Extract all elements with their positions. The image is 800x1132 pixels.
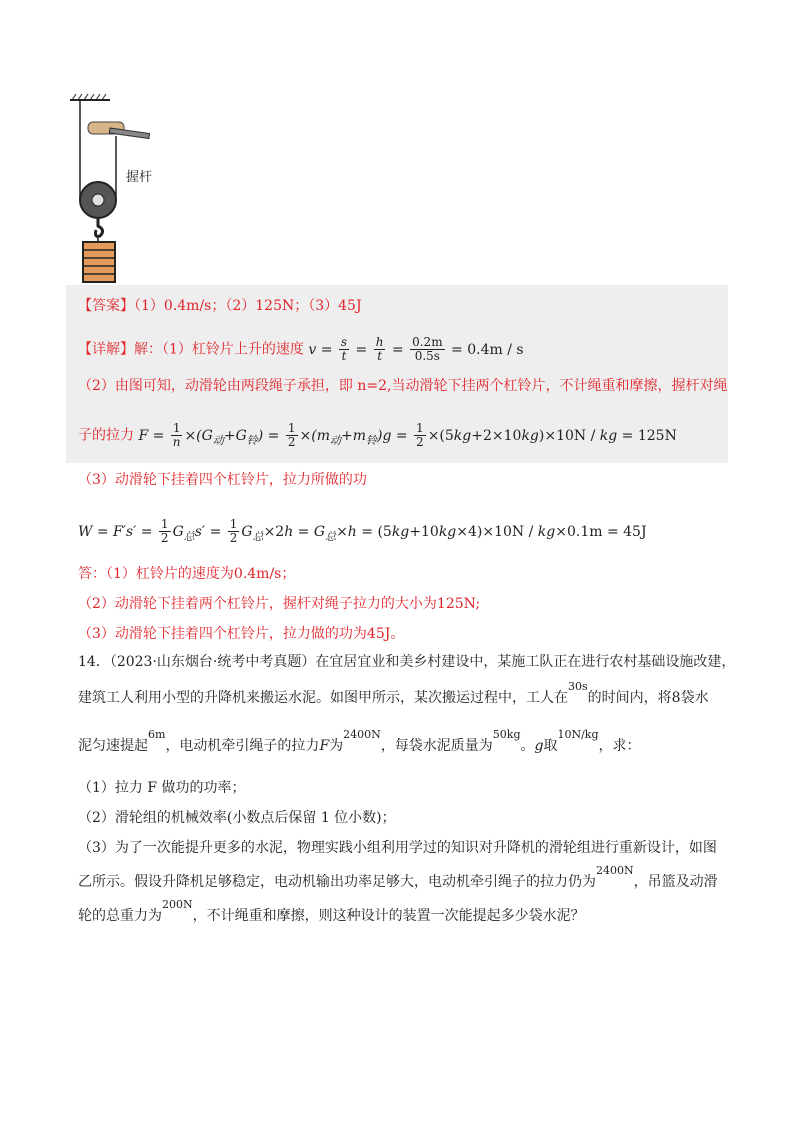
question-line-3 (78, 728, 641, 757)
sub-question-3-line-2 (78, 864, 718, 893)
q3-text-c: 为 (329, 738, 344, 754)
pull-force-value: 2400N (596, 864, 634, 877)
conclusion-2: （2）动滑轮下挂着两个杠铃片，握杆对绳子拉力的大小为125N; (78, 596, 481, 612)
detail-line-1 (78, 336, 524, 363)
q3-text-e: 。 (520, 738, 535, 754)
sub-question-3-line-3 (78, 898, 585, 927)
answer-summary: 【答案】（1）0.4m/s；（2）125N；（3）45J (78, 298, 362, 314)
detail-line-2: （2）由图可知，动滑轮由两段绳子承担，即 n=2,当动滑轮下挂两个杠铃片，不计绳重和摩擦，握杆对绳 (78, 378, 728, 394)
question-line-1: 14．（2023·山东烟台·统考中考真题）在宜居宜业和美乡村建设中，某施工队正在进行农村基础设施改建， (78, 654, 736, 670)
question-line-2 (78, 680, 709, 709)
q3-text-a: 泥匀速提起 (78, 738, 148, 754)
q3-text-b: ，电动机牵引绳子的拉力 (165, 738, 320, 754)
sub3-l2-text-a: 乙所示。假设升降机足够稳定，电动机输出功率足够大，电动机牵引绳子的拉力仍为 (78, 874, 596, 890)
force-formula: F = $\frac{1}{n}$ $\times(G_动+G_铃)$ = $\frac{1}{2}$ $\times(m_动+m_铃)g$ = $\frac{1}{2}$ ×(5kg+2×10kg)×10N / kg = 125N (138, 421, 677, 449)
q3-text-end: ，求： (598, 738, 641, 754)
sub-question-2: （2）滑轮组的机械效率(小数点后保留 1 位小数)； (78, 810, 396, 826)
sub3-l3-text-b: ，不计绳重和摩擦，则这种设计的装置一次能提起多少袋水泥？ (192, 908, 585, 924)
g-value: 10N/kg (557, 728, 599, 741)
q3-text-d: ，每袋水泥质量为 (380, 738, 493, 754)
work-formula: W = F′s′ = $\frac{1}{2}$ $G_总s'$ = $\frac{1}{2}$ $G_总\times 2h = G_总\times h = (5kg+10kg\times 4)\times 10N / kg\times 0.1m = 45J$ (78, 517, 647, 545)
time-value: 30s (568, 680, 588, 693)
sub3-l3-text-a: 轮的总重力为 (78, 908, 162, 924)
q2-text-b: 的时间内，将8袋水 (587, 690, 709, 706)
conclusion-3: （3）动滑轮下挂着四个杠铃片，拉力做的功为45J。 (78, 626, 405, 642)
q2-text-a: 建筑工人利用小型的升降机来搬运水泥。如图甲所示，某次搬运过程中，工人在 (78, 690, 568, 706)
detail-tag: 【详解】 (78, 341, 134, 358)
sub3-l2-text-b: ，吊篮及动滑 (633, 874, 718, 890)
handle-label: 握杆 (126, 170, 153, 185)
g-symbol: g (534, 738, 544, 754)
q3-text-f: 取 (543, 738, 558, 754)
sub-question-1: （1）拉力 F 做功的功率； (78, 780, 246, 796)
pulley-diagram (66, 92, 176, 284)
detail-line-3 (78, 422, 677, 450)
detail-line-4: （3）动滑轮下挂着四个杠铃片，拉力所做的功 (78, 472, 367, 488)
height-value: 6m (148, 728, 166, 741)
p2b-text: 子的拉力 (78, 427, 134, 444)
pulley-figure (66, 92, 176, 284)
work-formula-line (78, 518, 647, 546)
conclusion-1: 答：（1）杠铃片的速度为0.4m/s； (78, 566, 296, 582)
sub-question-3-line-1: （3）为了一次能提升更多的水泥，物理实践小组利用学过的知识对升降机的滑轮组进行重新设计，如图 (78, 840, 717, 856)
weight-value: 200N (162, 898, 193, 911)
mass-value: 50kg (492, 728, 521, 741)
velocity-formula: v = $\frac{s}{t}$ = $\frac{h}{t}$ = $\frac{0.2m}{0.5s}$ = 0.4m / s (308, 335, 524, 363)
force-value: 2400N (343, 728, 381, 741)
detail-p1-text: 解：（1）杠铃片上升的速度 (134, 341, 304, 358)
force-symbol: F (319, 738, 330, 754)
